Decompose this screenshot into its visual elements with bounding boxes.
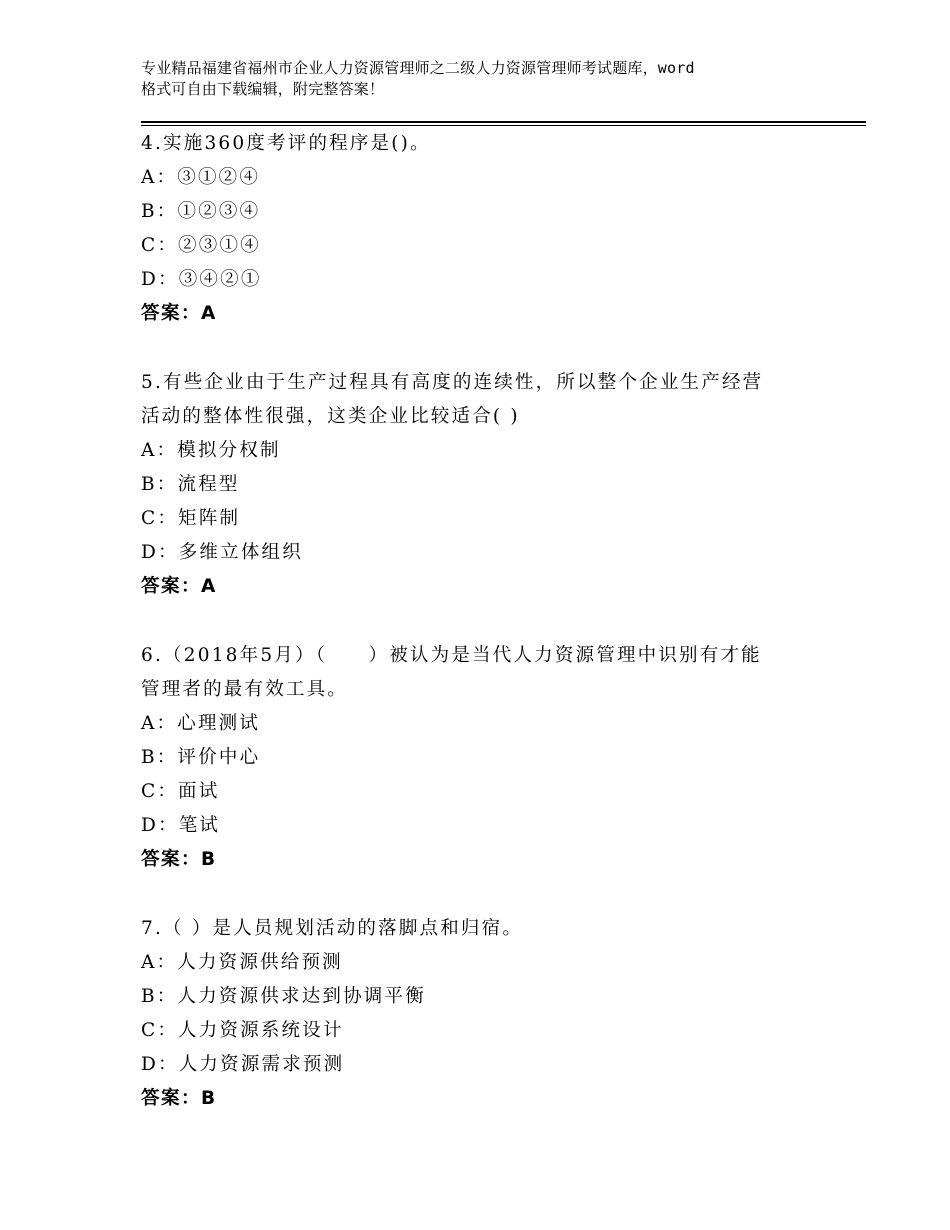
header-rule-thick	[141, 121, 866, 123]
document-header	[141, 58, 821, 100]
option-b: B：流程型	[141, 474, 240, 495]
answer: 答案：A	[141, 576, 217, 597]
option-b: B：人力资源供求达到协调平衡	[141, 986, 426, 1007]
answer: 答案：B	[141, 1088, 217, 1109]
question-stem-line-2: 活动的整体性很强，这类企业比较适合( )	[141, 406, 520, 427]
answer: 答案：B	[141, 849, 217, 870]
option-b: B：评价中心	[141, 747, 261, 768]
question-stem-line-1: 5.有些企业由于生产过程具有高度的连续性，所以整个企业生产经营	[141, 372, 764, 393]
option-c: C：面试	[141, 781, 220, 802]
question-6	[141, 639, 841, 877]
header-rule-thin	[141, 125, 866, 126]
question-stem: 4.实施360度考评的程序是()。	[141, 133, 431, 154]
answer: 答案：A	[141, 303, 217, 324]
question-stem-line-1: 6.（2018年5月）（ ）被认为是当代人力资源管理中识别有才能	[141, 645, 762, 666]
question-4	[141, 127, 841, 331]
question-stem-line-2: 管理者的最有效工具。	[141, 679, 349, 700]
option-b: B：①②③④	[141, 201, 261, 222]
header-line-1: 专业精品福建省福州市企业人力资源管理师之二级人力资源管理师考试题库，word	[141, 59, 695, 77]
option-a: A：③①②④	[141, 167, 261, 188]
option-a: A：心理测试	[141, 713, 261, 734]
header-line-2: 格式可自由下载编辑，附完整答案！	[141, 80, 385, 98]
option-d: D：多维立体组织	[141, 542, 303, 563]
option-d: D：人力资源需求预测	[141, 1054, 345, 1075]
option-d: D：③④②①	[141, 269, 262, 290]
option-c: C：矩阵制	[141, 508, 241, 529]
question-7	[141, 912, 841, 1116]
question-5	[141, 366, 841, 604]
option-d: D：笔试	[141, 815, 221, 836]
question-stem: 7.（ ）是人员规划活动的落脚点和归宿。	[141, 918, 524, 939]
option-c: C：人力资源系统设计	[141, 1020, 344, 1041]
option-c: C：②③①④	[141, 235, 261, 256]
option-a: A：人力资源供给预测	[141, 952, 343, 973]
option-a: A：模拟分权制	[141, 440, 281, 461]
